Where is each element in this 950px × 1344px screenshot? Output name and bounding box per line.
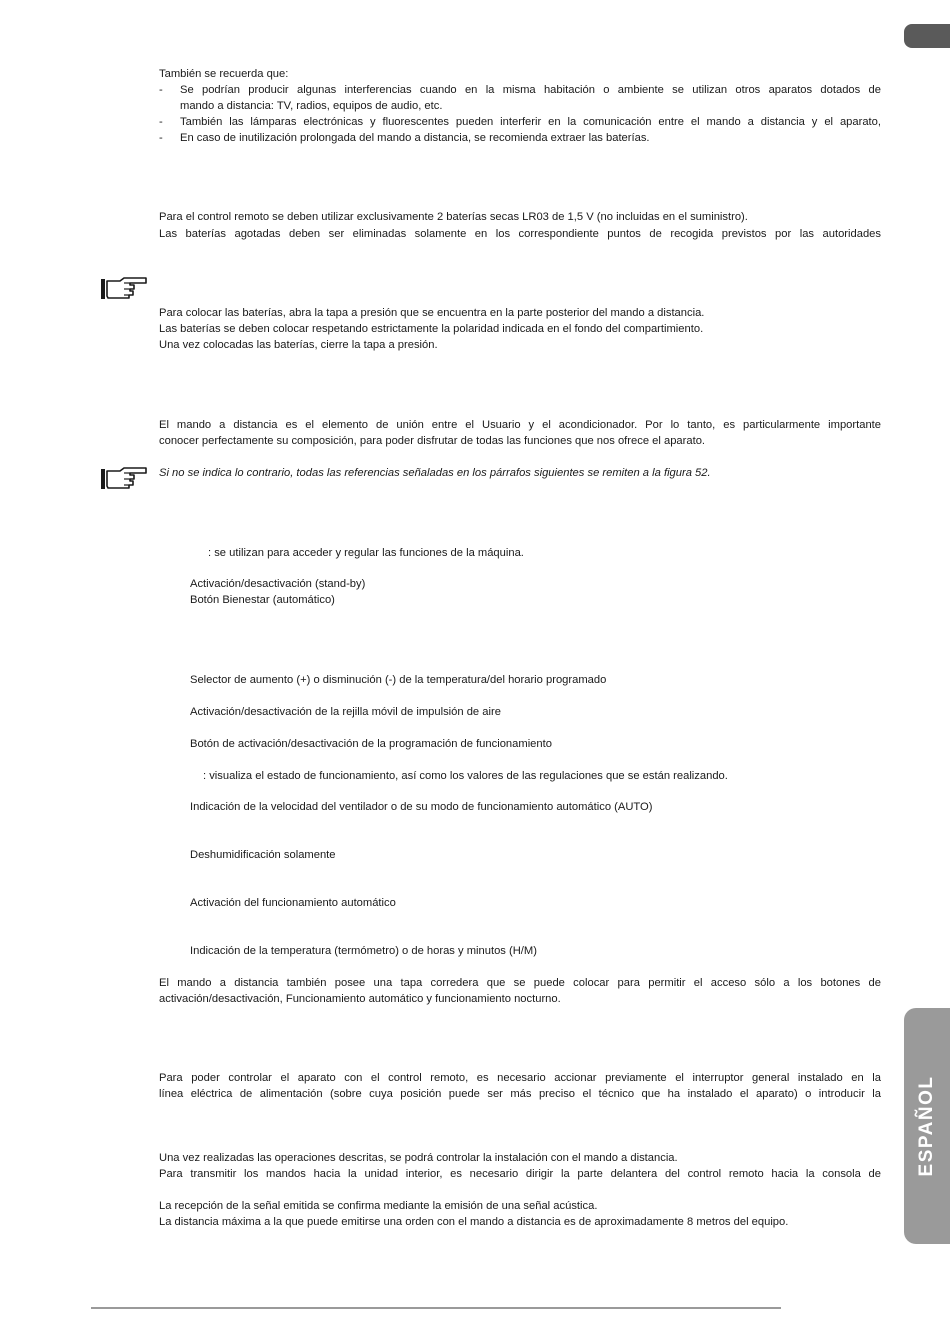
list-item-timer: Botón de activación/desactivación de la programación de funcionamiento [190,738,552,750]
list-item-louver: Activación/desactivación de la rejilla móvil de impulsión de aire [190,706,501,718]
list-item-auto: Activación del funcionamiento automático [190,897,396,909]
cover-line-1: El mando a distancia también posee una tapa corredera que se puede colocar para permitir el acceso sólo a los botones de [159,977,881,989]
list-item-temp-display: Indicación de la temperatura (termómetro) o de horas y minutos (H/M) [190,945,537,957]
list-item-temp-selector: Selector de aumento (+) o disminución (-) de la temperatura/del horario programado [190,674,607,686]
reminder-bullet-3: En caso de inutilización prolongada del mando a distancia, se recomienda extraer las baterías. [180,132,650,144]
transmit-line-2: Para transmitir los mandos hacia la unidad interior, es necesario dirigir la parte delantera del control remoto hacia la consola de [159,1168,881,1180]
transmit-line-3: La recepción de la señal emitida se confirma mediante la emisión de una señal acústica. [159,1200,598,1212]
reminder-bullet-2: También las lámparas electrónicas y fluorescentes pueden interferir en la comunicación entre el mando a distancia y el aparato, [180,116,881,128]
list-item-fan-speed: Indicación de la velocidad del ventilador o de su modo de funcionamiento automático (AUTO) [190,801,653,813]
top-edge-tab [904,24,950,48]
display-description: : visualiza el estado de funcionamiento, así como los valores de las regulaciones que se están realizando. [203,770,728,782]
reminder-bullet-1-line-1: Se podrían producir algunas interferencias cuando en la misma habitación o ambiente se utilizan otros aparatos dotados de [180,84,881,96]
control-line-1: Para poder controlar el aparato con el control remoto, es necesario accionar previamente el interruptor general instalado en la [159,1072,881,1084]
pointing-hand-icon [100,466,148,492]
buttons-description: : se utilizan para acceder y regular las funciones de la máquina. [208,547,524,559]
cover-line-2: activación/desactivación, Funcionamiento automático y funcionamiento nocturno. [159,993,561,1005]
batteries-line-2: Las baterías agotadas deben ser eliminadas solamente en los correspondiente puntos de recogida previstos por las autoridades [159,228,881,240]
list-item-comfort: Botón Bienestar (automático) [190,594,335,606]
batteries-line-1: Para el control remoto se deben utilizar exclusivamente 2 baterías secas LR03 de 1,5 V (no incluidas en el suministro). [159,211,748,223]
transmit-line-4: La distancia máxima a la que puede emitirse una orden con el mando a distancia es de aproximadamente 8 metros del equipo. [159,1216,789,1228]
figure-reference-note: Si no se indica lo contrario, todas las referencias señaladas en los párrafos siguientes se remiten a la figura 52. [159,467,711,479]
bullet-dash: - [159,84,163,96]
list-item-dehumidify: Deshumidificación solamente [190,849,336,861]
footer-divider [91,1307,781,1309]
transmit-line-1: Una vez realizadas las operaciones descritas, se podrá controlar la instalación con el mando a distancia. [159,1152,678,1164]
bullet-dash: - [159,132,163,144]
install-line-3: Una vez colocadas las baterías, cierre la tapa a presión. [159,339,438,351]
pointing-hand-icon [100,276,148,302]
reminder-bullet-1-line-2: mando a distancia: TV, radios, equipos de audio, etc. [180,100,443,112]
language-tab-label: ESPAÑOL [916,1075,937,1177]
install-line-1: Para colocar las baterías, abra la tapa a presión que se encuentra en la parte posterior del mando a distancia. [159,307,705,319]
remote-line-2: conocer perfectamente su composición, para poder disfrutar de todas las funciones que nos ofrece el aparato. [159,435,706,447]
remote-line-1: El mando a distancia es el elemento de unión entre el Usuario y el acondicionador. Por lo tanto, es particularmente importante [159,419,881,431]
language-tab [904,1008,950,1244]
bullet-dash: - [159,116,163,128]
control-line-2: línea eléctrica de alimentación (sobre cuya posición puede ser más preciso el técnico que ha instalado el aparato) o introducir la [159,1088,881,1100]
install-line-2: Las baterías se deben colocar respetando estrictamente la polaridad indicada en el fondo del compartimiento. [159,323,704,335]
reminders-intro: También se recuerda que: [159,68,289,80]
list-item-standby: Activación/desactivación (stand-by) [190,578,366,590]
